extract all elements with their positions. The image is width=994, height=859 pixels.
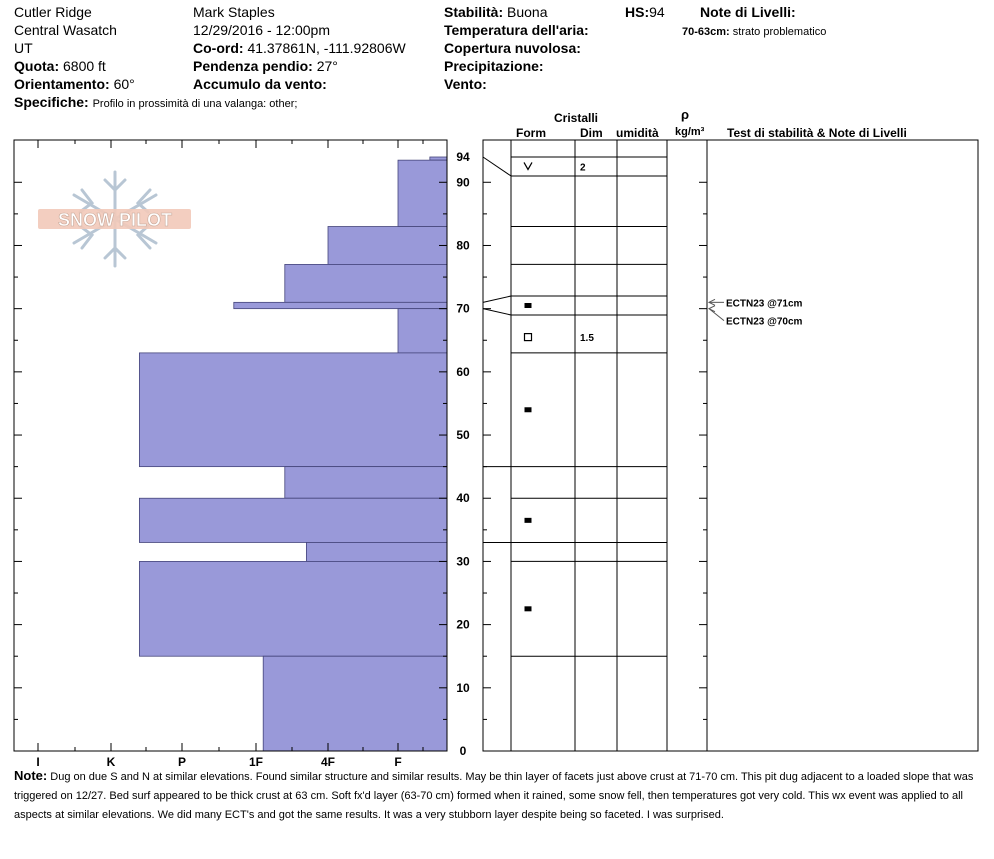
col-form: Form <box>516 126 546 140</box>
location: Cutler Ridge <box>14 4 92 20</box>
coord-label: Co-ord: <box>193 40 244 56</box>
layer-notes-label: Note di Livelli: <box>700 4 796 20</box>
hardness-bar <box>139 498 447 542</box>
hardness-bar <box>398 160 447 226</box>
hardness-tick-label: I <box>36 755 40 769</box>
hardness-bar <box>285 467 447 499</box>
stability-test-label: ECTN23 @71cm <box>726 298 803 310</box>
col-density-unit: kg/m³ <box>675 126 705 138</box>
wind-loading-label: Accumulo da vento: <box>193 76 327 92</box>
profile-note <box>14 766 984 825</box>
hardness-bar <box>139 561 447 656</box>
specifics-label: Specifiche: <box>14 94 89 110</box>
snow-pilot-logo <box>38 172 191 266</box>
depth-tick-label: 90 <box>456 175 470 190</box>
depth-tick-label: 70 <box>456 301 470 316</box>
depth-tick-label: 60 <box>456 364 470 379</box>
layer-connector <box>483 309 511 315</box>
snow-pilot-logo-text: SNOW PILOT <box>58 210 172 230</box>
air-temp-label: Temperatura dell'aria: <box>444 22 589 38</box>
cloud-label: Copertura nuvolosa: <box>444 40 581 56</box>
hardness-bar <box>328 227 447 265</box>
melt-freeze-crust-icon <box>525 518 532 523</box>
precip-label: Precipitazione: <box>444 58 544 74</box>
slope-label: Pendenza pendio: <box>193 58 313 74</box>
datetime: 12/29/2016 - 12:00pm <box>193 22 330 38</box>
col-dim: Dim <box>580 126 603 140</box>
depth-tick-label: 40 <box>456 491 470 506</box>
stability-value: Buona <box>507 4 548 20</box>
col-tests: Test di stabilità & Note di Livelli <box>727 126 907 140</box>
aspect-label: Orientamento: <box>14 76 110 92</box>
hardness-bar <box>306 542 447 561</box>
layer-note-depth: 70-63cm: <box>682 26 730 38</box>
hardness-bar <box>234 302 447 308</box>
note-label: Note: <box>14 768 48 783</box>
hardness-tick-label: P <box>177 755 187 769</box>
specifics-value: Profilo in prossimità di una valanga: other; <box>92 98 298 110</box>
state: UT <box>14 40 33 56</box>
hs-value: 94 <box>649 4 665 20</box>
range: Central Wasatch <box>14 22 117 38</box>
note-text: Dug on due S and N at similar elevations. Found similar structure and similar results. May be thin layer of facets just above crust at 71-70 cm. This pit dug adjacent to a loaded slope that was triggered on 12/27. Bed surf appeared to be thick crust at 63 cm. Soft fx'd layer (63-70 cm) formed when it rained, some snow fell, then temperatures got very cold. This wx event was applied to all aspects at similar elevations. We did many ECT's and got the same results. It was a very stubborn layer despite being so faceted. I was surprised. <box>14 771 974 821</box>
depth-tick-label: 0 <box>459 744 467 758</box>
elevation-label: Quota: <box>14 58 60 74</box>
melt-freeze-crust-icon <box>525 407 532 412</box>
crystal-size-label: 2 <box>580 162 586 174</box>
depth-tick-label: 80 <box>456 238 470 253</box>
col-moisture: umidità <box>616 126 659 140</box>
layer-note-text: strato problematico <box>732 26 827 38</box>
test-pointer <box>709 309 724 321</box>
observer: Mark Staples <box>193 4 275 20</box>
depth-tick-label: 94 <box>456 150 470 164</box>
hardness-tick-label: 1F <box>248 755 264 769</box>
stability-label: Stabilità: <box>444 4 504 20</box>
layer-connector <box>483 157 511 176</box>
elevation-value: 6800 ft <box>63 58 106 74</box>
faceted-crystals-icon <box>525 334 532 341</box>
crystal-size-label: 1.5 <box>580 333 594 345</box>
hardness-tick-label: F <box>394 755 402 769</box>
hardness-bar <box>139 353 447 467</box>
hs-label: HS: <box>625 4 650 20</box>
depth-tick-label: 10 <box>456 680 470 695</box>
depth-tick-label: 30 <box>456 554 470 569</box>
col-density-symbol: ρ <box>681 107 690 122</box>
hardness-tick-label: K <box>106 755 116 769</box>
melt-freeze-crust-icon <box>525 303 532 308</box>
hardness-bar <box>285 264 447 302</box>
stability-test-label: ECTN23 @70cm <box>726 316 803 328</box>
hardness-tick-label: 4F <box>320 755 336 769</box>
coord-value: 41.37861N, -111.92806W <box>247 40 406 56</box>
layers-table-frame <box>483 140 978 751</box>
hardness-bar <box>398 309 447 353</box>
hardness-bar <box>263 656 447 751</box>
layer-connector <box>483 296 511 302</box>
melt-freeze-crust-icon <box>525 606 532 611</box>
depth-tick-label: 20 <box>456 617 470 632</box>
precipitation-particles-icon <box>524 162 532 169</box>
slope-value: 27° <box>316 58 338 74</box>
hardness-bar <box>430 157 447 160</box>
depth-tick-label: 50 <box>456 428 470 443</box>
wind-label: Vento: <box>444 76 487 92</box>
aspect-value: 60° <box>113 76 135 92</box>
col-crystals: Cristalli <box>554 111 599 125</box>
